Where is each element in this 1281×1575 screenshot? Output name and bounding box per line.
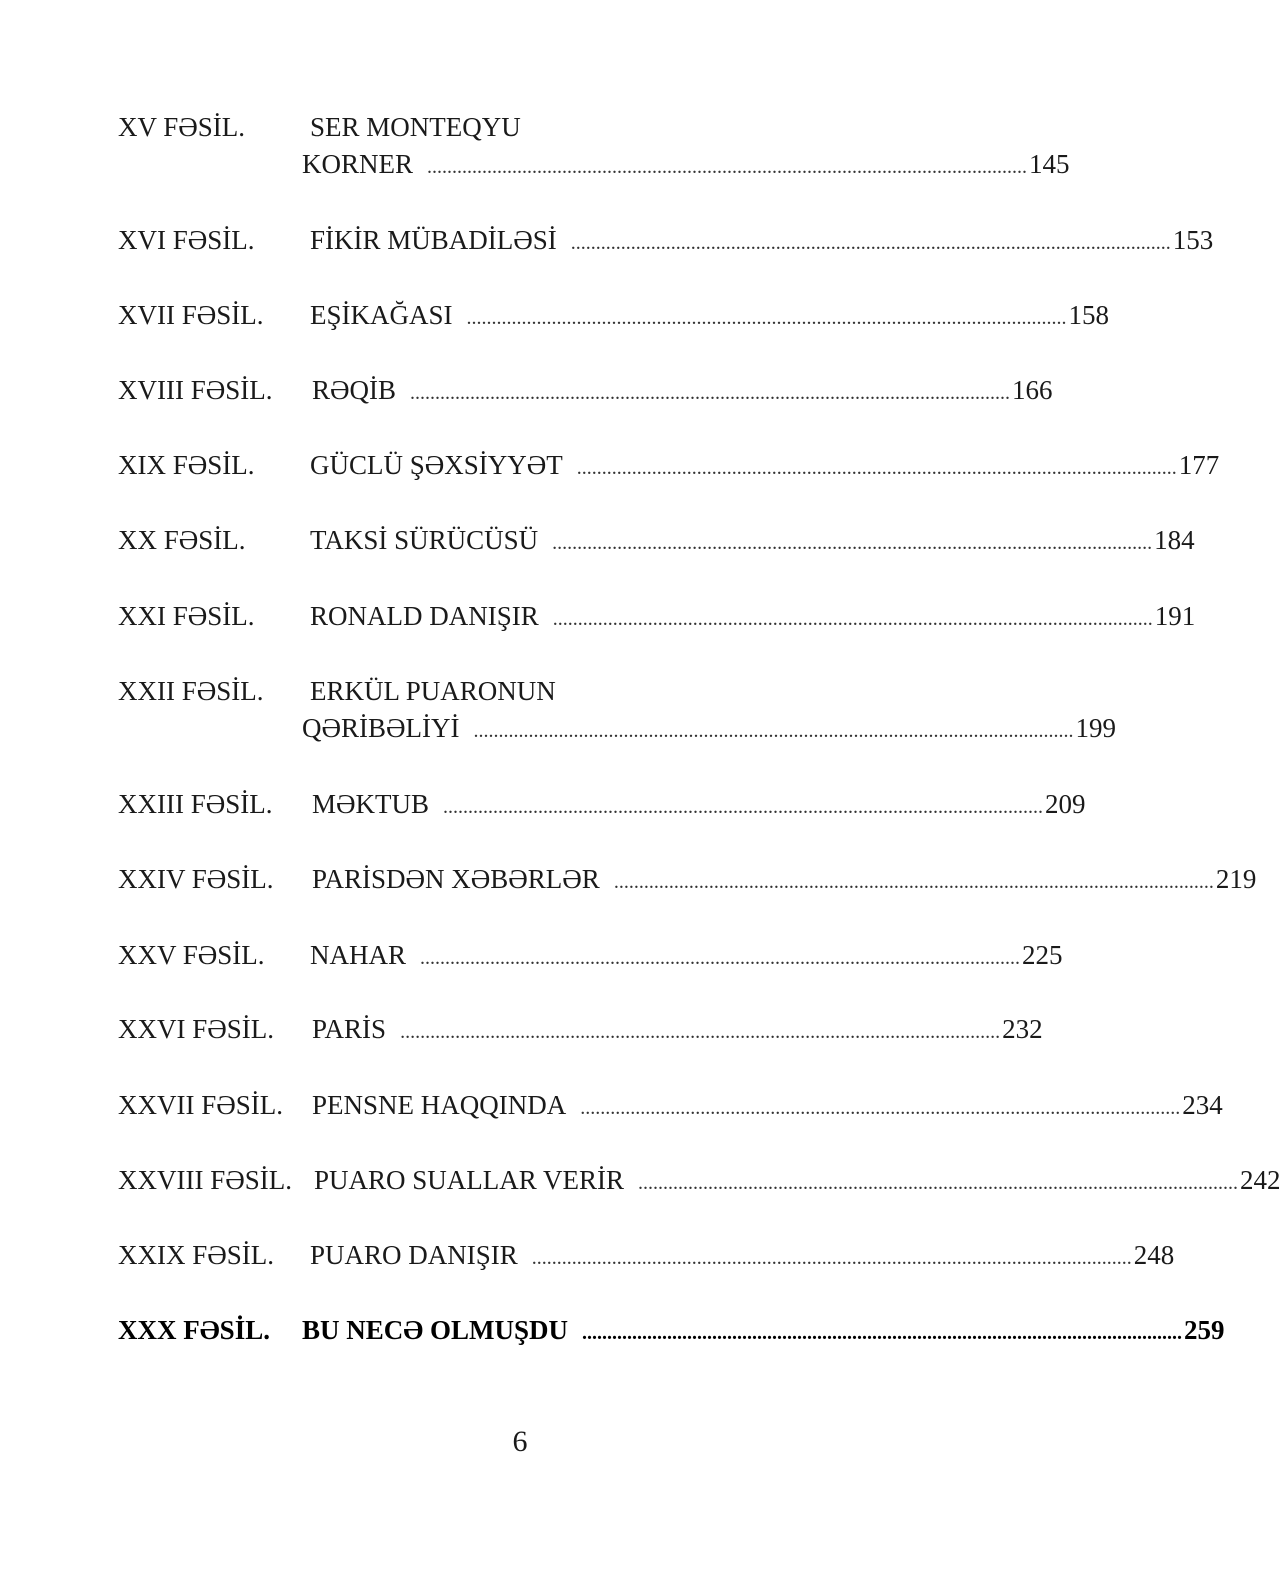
- toc-leader-line: [312, 1013, 1043, 1048]
- page-reference: 184: [1154, 525, 1195, 555]
- page-reference: 234: [1182, 1090, 1223, 1120]
- chapter-number: XVI FƏSİL.: [118, 225, 255, 255]
- toc-entry: [0, 1239, 1175, 1271]
- dot-leader: ........................................................................................................................: [420, 947, 1021, 969]
- toc-entry: [0, 1314, 1225, 1346]
- chapter-title: FİKİR MÜBADİLƏSİ: [310, 225, 557, 255]
- chapter-title: RƏQİB: [312, 375, 397, 405]
- chapter-title: MƏKTUB: [312, 789, 430, 819]
- chapter-number: XXIX FƏSİL.: [118, 1240, 275, 1270]
- dot-leader: ........................................................................................................................: [400, 1021, 1001, 1043]
- toc-leader-line: [312, 788, 1086, 823]
- chapter-title: NAHAR: [310, 940, 407, 970]
- chapter-number: XXVIII FƏSİL.: [118, 1165, 292, 1195]
- chapter-number: XV FƏSİL.: [118, 112, 246, 142]
- toc-leader-line: [310, 224, 1214, 259]
- page-number: 6: [512, 1425, 528, 1458]
- toc-leader-line: [302, 1314, 1225, 1349]
- dot-leader: ........................................................................................................................: [466, 307, 1067, 329]
- toc-leader-line: [314, 1164, 1281, 1199]
- dot-leader: ........................................................................................................................: [427, 156, 1028, 178]
- chapter-number: XXIV FƏSİL.: [118, 864, 274, 894]
- dot-leader: ........................................................................................................................: [613, 871, 1214, 893]
- chapter-title: QƏRİBƏLİYİ: [302, 713, 460, 743]
- dot-leader: ........................................................................................................................: [570, 232, 1171, 254]
- chapter-title: RONALD DANIŞIR: [310, 601, 539, 631]
- chapter-number: XXVII FƏSİL.: [118, 1090, 283, 1120]
- page-reference: 232: [1002, 1014, 1043, 1044]
- chapter-title: TAKSİ SÜRÜCÜSÜ: [310, 525, 539, 555]
- toc-entry: [0, 299, 1110, 331]
- toc-entry: [0, 939, 1063, 971]
- toc-entry: [0, 1164, 1281, 1196]
- dot-leader: ........................................................................................................................: [552, 608, 1153, 630]
- chapter-number: XXII FƏSİL.: [118, 676, 264, 706]
- toc-entry: [0, 675, 1040, 707]
- dot-leader: ........................................................................................................................: [531, 1247, 1132, 1269]
- chapter-number: XVIII FƏSİL.: [118, 375, 273, 405]
- toc-entry: [0, 449, 1220, 481]
- page-reference: 153: [1172, 225, 1214, 255]
- page-reference: 166: [1012, 375, 1053, 405]
- chapter-number: XXVI FƏSİL.: [118, 1014, 275, 1044]
- dot-leader: ........................................................................................................................: [638, 1172, 1239, 1194]
- page-reference: 199: [1075, 713, 1116, 743]
- dot-leader: ........................................................................................................................: [473, 720, 1074, 742]
- page-reference: 191: [1154, 601, 1196, 631]
- page-reference: 219: [1215, 864, 1257, 894]
- toc-entry-continuation: [0, 148, 1070, 180]
- toc-entry: [0, 111, 1040, 143]
- toc-entry: [0, 524, 1195, 556]
- toc-entry-continuation: [0, 712, 1116, 744]
- toc-entry: [0, 788, 1086, 820]
- chapter-title: PENSNE HAQQINDA: [312, 1090, 567, 1120]
- toc-entry: [0, 1089, 1223, 1121]
- toc-leader-line: [302, 712, 1116, 747]
- toc-leader-line: [310, 449, 1220, 484]
- dot-leader: ........................................................................................................................: [443, 796, 1044, 818]
- dot-leader: ........................................................................................................................: [580, 1097, 1181, 1119]
- chapter-title: EŞİKAĞASI: [310, 300, 453, 330]
- toc-entry: [0, 224, 1214, 256]
- toc-leader-line: [312, 1089, 1223, 1124]
- page-reference: 209: [1045, 789, 1086, 819]
- page-reference: 158: [1068, 300, 1110, 330]
- dot-leader: ........................................................................................................................: [581, 1322, 1182, 1344]
- chapter-title: PARİS: [312, 1014, 387, 1044]
- toc-leader-line: [312, 374, 1053, 409]
- page-reference: 225: [1022, 940, 1063, 970]
- chapter-title: GÜCLÜ ŞƏXSİYYƏT: [310, 450, 563, 480]
- toc-leader-line: [310, 939, 1063, 974]
- toc-entry: [0, 1013, 1043, 1045]
- chapter-title: PARİSDƏN XƏBƏRLƏR: [312, 864, 600, 894]
- chapter-number: XXX FƏSİL.: [118, 1315, 270, 1345]
- dot-leader: ........................................................................................................................: [552, 532, 1153, 554]
- toc-leader-line: [310, 1239, 1175, 1274]
- toc-leader-line: [310, 524, 1195, 559]
- chapter-number: XXIII FƏSİL.: [118, 789, 273, 819]
- chapter-number: XVII FƏSİL.: [118, 300, 264, 330]
- page-reference: 177: [1178, 450, 1220, 480]
- toc-leader-line: [302, 148, 1070, 183]
- chapter-title: PUARO SUALLAR VERİR: [314, 1165, 625, 1195]
- toc-entry: [0, 863, 1257, 895]
- chapter-title-line1: ERKÜL PUARONUN: [310, 676, 556, 706]
- toc-entry: [0, 600, 1196, 632]
- chapter-number: XX FƏSİL.: [118, 525, 246, 555]
- chapter-title: KORNER: [302, 149, 414, 179]
- toc-leader-line: [310, 299, 1110, 334]
- page-reference: 242: [1240, 1165, 1281, 1195]
- toc-entry: [0, 374, 1053, 406]
- chapter-number: XXV FƏSİL.: [118, 940, 265, 970]
- toc-leader-line: [312, 863, 1257, 898]
- chapter-title-line1: SER MONTEQYU: [310, 112, 521, 142]
- page-reference: 248: [1133, 1240, 1175, 1270]
- page-reference: 145: [1029, 149, 1070, 179]
- chapter-number: XXI FƏSİL.: [118, 601, 255, 631]
- page-reference: 259: [1183, 1315, 1225, 1345]
- chapter-number: XIX FƏSİL.: [118, 450, 255, 480]
- toc-leader-line: [310, 600, 1196, 635]
- dot-leader: ........................................................................................................................: [576, 457, 1177, 479]
- chapter-title: BU NECƏ OLMUŞDU: [302, 1315, 568, 1345]
- chapter-title: PUARO DANIŞIR: [310, 1240, 518, 1270]
- dot-leader: ........................................................................................................................: [410, 382, 1011, 404]
